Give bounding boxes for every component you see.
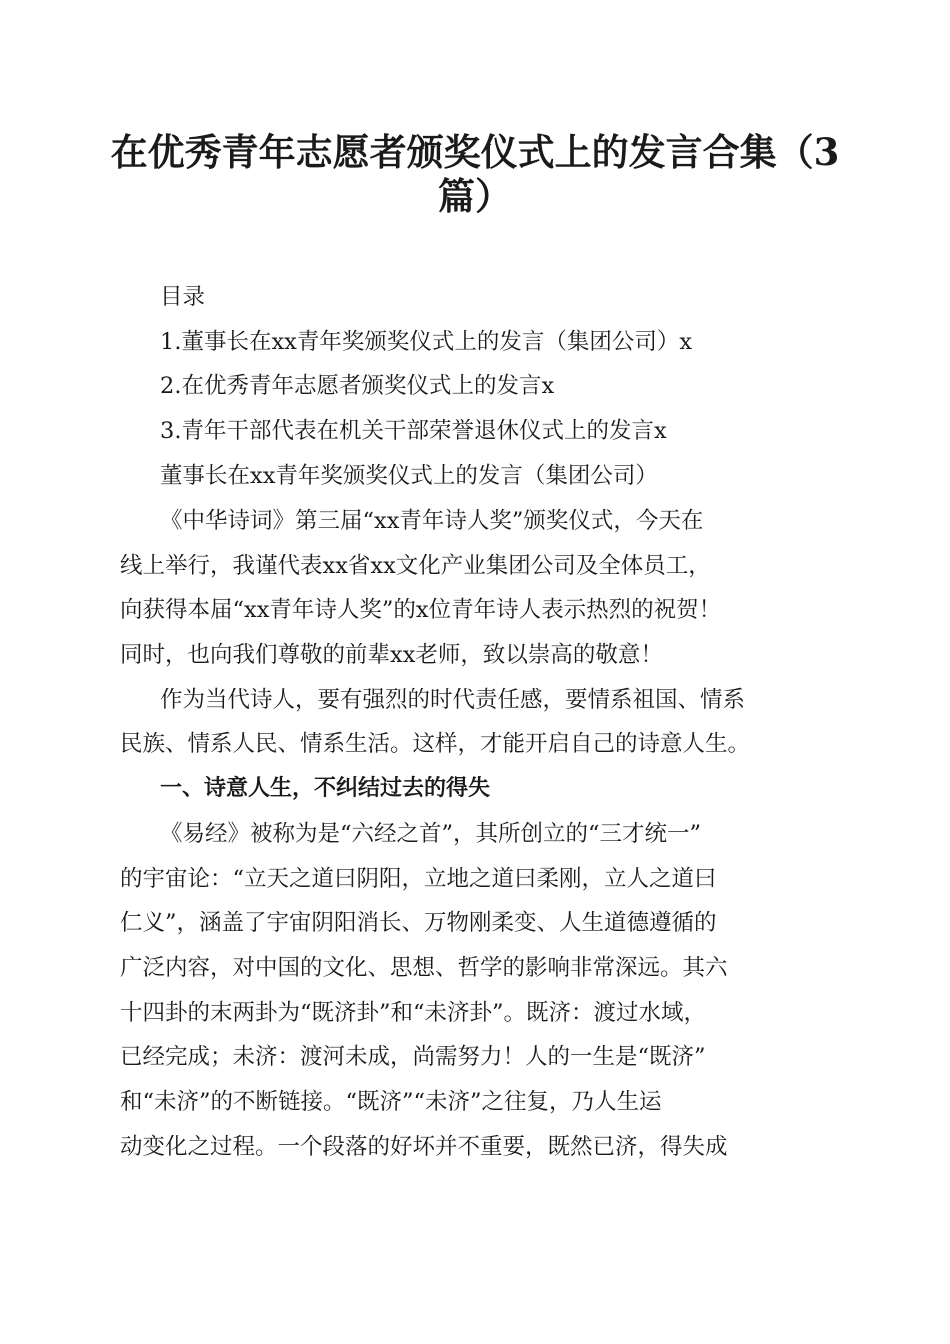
- toc-item-1: 1.董事长在xx青年奖颁奖仪式上的发言（集团公司）x: [160, 329, 693, 355]
- toc-item-3: 3.青年干部代表在机关干部荣誉退休仪式上的发言x: [160, 418, 667, 444]
- paragraph-3-line-5: 十四卦的末两卦为“既济卦”和“未济卦”。既济：渡过水域，: [120, 1000, 707, 1026]
- paragraph-1-line-3: 向获得本届“xx青年诗人奖”的x位青年诗人表示热烈的祝贺！: [120, 597, 722, 623]
- paragraph-3-line-7: 和“未济”的不断链接。“既济”“未济”之往复，乃人生运: [120, 1089, 662, 1115]
- paragraph-3-line-6: 已经完成；未济：渡河未成，尚需努力！人的一生是“既济”: [120, 1044, 706, 1070]
- paragraph-1-line-4: 同时，也向我们尊敬的前辈xx老师，致以崇高的敬意！: [120, 642, 663, 668]
- document-title: [110, 130, 840, 218]
- paragraph-2-line-1: 作为当代诗人，要有强烈的时代责任感，要情系祖国、情系: [160, 687, 746, 713]
- title-line-1: 在优秀青年志愿者颁奖仪式上的发言合集（3: [110, 130, 840, 174]
- toc-label: 目录: [160, 284, 206, 310]
- paragraph-2-line-2: 民族、情系人民、情系生活。这样，才能开启自己的诗意人生。: [120, 731, 751, 757]
- section-title: 董事长在xx青年奖颁奖仪式上的发言（集团公司）: [160, 463, 658, 489]
- paragraph-1-line-1: 《中华诗词》第三届“xx青年诗人奖”颁奖仪式，今天在: [160, 508, 704, 534]
- paragraph-3-line-4: 广泛内容，对中国的文化、思想、哲学的影响非常深远。其六: [120, 955, 728, 981]
- paragraph-3-line-8: 动变化之过程。一个段落的好坏并不重要，既然已济，得失成: [120, 1134, 728, 1160]
- paragraph-3-line-2: 的宇宙论：“立天之道曰阴阳，立地之道曰柔刚，立人之道曰: [120, 866, 717, 892]
- paragraph-1-line-2: 线上举行，我谨代表xx省xx文化产业集团公司及全体员工，: [120, 553, 711, 579]
- heading-1: 一、诗意人生，不纠结过去的得失: [160, 776, 491, 801]
- toc-item-2: 2.在优秀青年志愿者颁奖仪式上的发言x: [160, 373, 555, 399]
- paragraph-3-line-1: 《易经》被称为是“六经之首”，其所创立的“三才统一”: [160, 821, 702, 847]
- title-line-2: 篇）: [438, 174, 512, 218]
- paragraph-3-line-3: 仁义”，涵盖了宇宙阴阳消长、万物刚柔变、人生道德遵循的: [120, 910, 717, 936]
